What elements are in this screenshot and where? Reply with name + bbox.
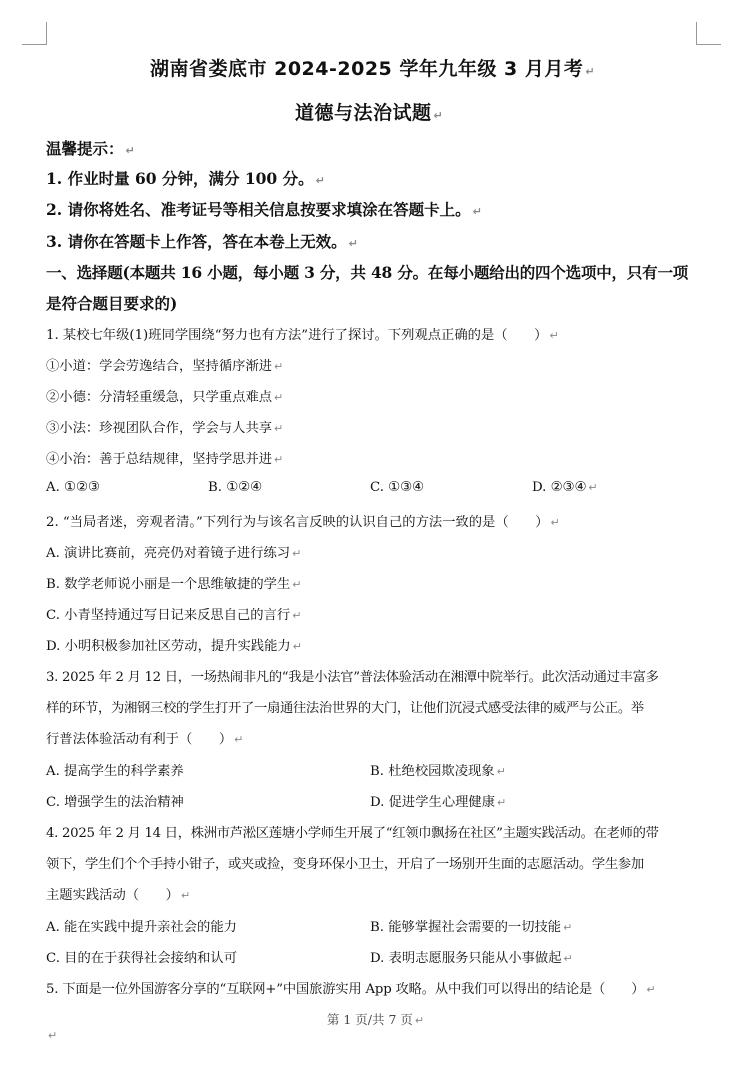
question-3-option-a: A. 提高学生的科学素养 [46, 764, 184, 779]
question-1-stem: 1. 某校七年级(1)班同学围绕“努力也有方法”进行了探讨。下列观点正确的是（ ） ↵ [46, 328, 559, 343]
question-1-statement: ①小道：学会劳逸结合，坚持循序渐进 ↵ [46, 359, 284, 374]
question-3-option-d: D. 促进学生心理健康 ↵ [370, 795, 507, 810]
question-2-option-a: A. 演讲比赛前，亮亮仍对着镜子进行练习 ↵ [46, 546, 302, 561]
notice-item: 3. 请你在答题卡上作答，答在本卷上无效。 ↵ [46, 232, 358, 251]
page-footer: 第 1 页/共 7 页 ↵ [326, 1012, 425, 1027]
question-5-stem: 5. 下面是一位外国游客分享的“互联网+”中国旅游实用 App 攻略。从中我们可以得出的结论是（ ） ↵ [46, 982, 656, 997]
question-3-stem-cont: 样的环节，为湘钢三校的学生打开了一扇通往法治世界的大门，让他们沉浸式感受法律的威严与公正。举 [46, 701, 644, 716]
paper-subtitle: 道德与法治试题 ↵ [295, 102, 444, 124]
question-4-option-d: D. 表明志愿服务只能从小事做起 ↵ [370, 951, 573, 966]
question-1-option-a: A. ①②③ [46, 480, 100, 495]
section-heading: 一、选择题(本题共 16 小题，每小题 3 分，共 48 分。在每小题给出的四个选项中，只有一项 [46, 263, 689, 282]
question-1-option-b: B. ①②④ [208, 480, 262, 495]
question-4-option-a: A. 能在实践中提升亲社会的能力 [46, 920, 237, 935]
notice-item: 1. 作业时量 60 分钟，满分 100 分。 ↵ [46, 169, 325, 188]
question-3-stem-cont: 行普法体验活动有利于（ ） ↵ [46, 732, 244, 747]
notice-item: 2. 请你将姓名、准考证号等相关信息按要求填涂在答题卡上。 ↵ [46, 200, 482, 219]
question-2-stem: 2. “当局者迷，旁观者清。”下列行为与该名言反映的认识自己的方法一致的是（ ） ↵ [46, 515, 560, 530]
crop-mark-top-left [22, 22, 47, 45]
question-2-option-d: D. 小明积极参加社区劳动，提升实践能力 ↵ [46, 639, 302, 654]
question-3-option-c: C. 增强学生的法治精神 [46, 795, 184, 810]
question-1-statement: ④小治：善于总结规律，坚持学思并进 ↵ [46, 452, 284, 467]
crop-mark-top-right [696, 22, 721, 45]
question-3-stem: 3. 2025 年 2 月 12 日，一场热闹非凡的“我是小法官”普法体验活动在湘潭中院举行。此次活动通过丰富多 [46, 670, 659, 685]
question-4-stem-cont: 主题实践活动（ ） ↵ [46, 888, 191, 903]
paper-title: 湖南省娄底市 2024-2025 学年九年级 3 月月考 ↵ [150, 58, 596, 80]
question-2-option-c: C. 小青坚持通过写日记来反思自己的言行 ↵ [46, 608, 302, 623]
question-4-stem-cont: 领下，学生们个个手持小钳子，或夹或捡，变身环保小卫士，开启了一场别开生面的志愿活动。学生参加 [46, 857, 644, 872]
question-2-option-b: B. 数学老师说小丽是一个思维敏捷的学生 ↵ [46, 577, 302, 592]
question-1-option-d: D. ②③④ ↵ [532, 480, 598, 495]
question-1-option-c: C. ①③④ [370, 480, 424, 495]
question-4-option-c: C. 目的在于获得社会接纳和认可 [46, 951, 238, 966]
notice-heading: 温馨提示： ↵ [46, 139, 135, 158]
question-1-statement: ③小法：珍视团队合作，学会与人共享 ↵ [46, 421, 284, 436]
question-4-option-b: B. 能够掌握社会需要的一切技能 ↵ [370, 920, 573, 935]
section-heading-cont: 是符合题目要求的) [46, 294, 178, 313]
question-3-option-b: B. 杜绝校园欺凌现象 ↵ [370, 764, 506, 779]
question-4-stem: 4. 2025 年 2 月 14 日，株洲市芦淞区莲塘小学师生开展了“红领巾飘扬在社区”主题实践活动。在老师的带 [46, 826, 659, 841]
question-1-statement: ②小德：分清轻重缓急，只学重点难点 ↵ [46, 390, 284, 405]
paragraph-mark: ↵ [48, 1029, 58, 1042]
